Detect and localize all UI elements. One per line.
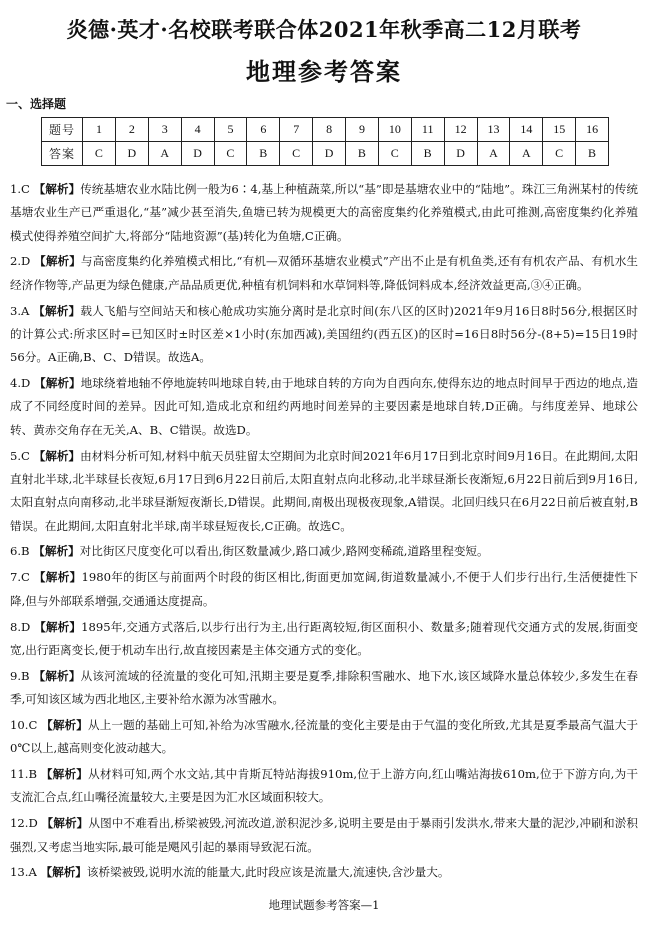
answer-cell: B: [247, 142, 280, 166]
explanation-item: [10, 812, 638, 859]
question-number-row: [42, 118, 609, 142]
explanation-item: [10, 372, 638, 442]
item-text: 1895年,交通方式落后,以步行出行为主,出行距离较短,街区面积小、数量多;随着现代交通方式的发展,街面变宽,出行距离变长,便于机动车出行,故直接因素是主体交通方式的变化。: [10, 619, 639, 657]
analysis-tag: 【解析】: [40, 767, 89, 782]
item-number: 4.D: [10, 376, 31, 391]
answer-cell: B: [576, 142, 609, 166]
question-number-cell: 7: [280, 118, 313, 142]
analysis-tag: 【解析】: [34, 376, 81, 391]
analysis-tag: 【解析】: [33, 448, 81, 463]
answer-cell: C: [214, 142, 247, 166]
question-number-cell: 2: [115, 118, 148, 142]
item-number: 3.A: [10, 303, 30, 318]
question-number-cell: 3: [148, 118, 181, 142]
answer-cell: C: [83, 142, 116, 166]
item-text: 载人飞船与空间站天和核心舱成功实施分离时是北京时间(东八区的区时)2021年9月16日8时56分,根据区时的计算公式:所求区时=已知区时±时区差×1小时(东加西减),美国纽约(西五区)的区时=16日8时56分-(8+5)=15日19时56分。A正确,B、C、D错误。故选A。: [10, 303, 639, 365]
explanation-item: [10, 616, 638, 663]
question-number-cell: 9: [346, 118, 379, 142]
question-number-cell: 11: [411, 118, 444, 142]
answer-cell: C: [280, 142, 313, 166]
answer-cell: D: [444, 142, 477, 166]
explanation-item: [10, 250, 638, 297]
item-number: 7.C: [10, 570, 30, 585]
analysis-tag: 【解析】: [33, 182, 81, 196]
page-footer: 地理试题参考答案—1: [268, 898, 380, 912]
answer-row: [42, 142, 609, 166]
item-text: 该桥梁被毁,说明水流的能量大,此时段应该是流量大,流速快,含沙量大。: [86, 865, 450, 880]
answer-cell: A: [510, 142, 543, 166]
explanation-item: [10, 714, 638, 761]
answer-cell: C: [378, 142, 411, 166]
question-number-cell: 15: [543, 118, 576, 142]
answer-cell: A: [477, 142, 510, 166]
analysis-tag: 【解析】: [40, 865, 87, 880]
question-number-cell: 12: [444, 118, 477, 142]
item-number: 11.B: [10, 767, 37, 782]
question-number-cell: 8: [313, 118, 346, 142]
explanation-item: [10, 540, 638, 563]
item-number: 6.B: [10, 544, 30, 559]
analysis-tag: 【解析】: [34, 619, 82, 634]
item-text: 对比街区尺度变化可以看出,街区数量减少,路口减少,路网变稀疏,道路里程变短。: [79, 544, 489, 559]
item-number: 8.D: [10, 619, 31, 634]
item-text: 从上一题的基础上可知,补给为冰雪融水,径流量的变化主要是由于气温的变化所致,尤其是夏季最高气温大于0℃以上,越高则变化波动越大。: [10, 717, 639, 756]
question-number-cell: 4: [181, 118, 214, 142]
explanation-item: [10, 861, 638, 884]
exam-title: 炎德·英才·名校联考联合体2021年秋季高二12月联考: [66, 17, 582, 42]
question-number-cell: 6: [247, 118, 280, 142]
analysis-tag: 【解析】: [33, 544, 80, 559]
answer-cell: C: [543, 142, 576, 166]
item-number: 9.B: [10, 668, 30, 683]
item-text: 地球绕着地轴不停地旋转叫地球自转,由于地球自转的方向为自西向东,使得东边的地点时间早于西边的地点,造成了不同经度时间的差异。因此可知,造成北京和纽约两地时间差异的主要因素是地球自转,D正确。与纬度差异、地球公转、黄赤交角存在无关,A、B、C错误。故选D。: [10, 376, 638, 437]
item-text: 1980年的街区与前面两个时段的街区相比,街面更加宽阔,街道数量减小,不便于人们步行出行,生活便捷性下降,但与外部联系增强,交通通达度提高。: [10, 570, 638, 608]
item-number: 1.C: [10, 182, 30, 196]
analysis-tag: 【解析】: [41, 816, 89, 831]
answer-cell: B: [411, 142, 444, 166]
item-number: 5.C: [10, 448, 30, 463]
item-text: 从材料可知,两个水文站,其中肯斯瓦特站海拔910m,位于上游方向,红山嘴站海拔610m,位于下游方向,为干支流汇合点,红山嘴径流量较大,主要是因为汇水区域面积较大。: [10, 767, 638, 805]
item-text: 由材料分析可知,材料中航天员驻留太空期间为北京时间2021年6月17日到北京时间9月16日。在此期间,太阳直射北半球,北半球昼长夜短,6月17日到6月22日前后,太阳直射点向北移动,北半球昼渐长夜渐短,6月22日前后到9月16日,太阳直射点向南移动,北半球昼渐短夜渐长,D错误。此期间,南极出现极夜现象,A错误。北回归线只在6月22日前后被直射,B错误。在此期间,太阳直射北半球,南半球昼短夜长,C正确。故选C。: [10, 448, 638, 533]
answer-key-title: 地理参考答案: [246, 58, 402, 86]
answer-cell: D: [313, 142, 346, 166]
question-number-cell: 1: [83, 118, 116, 142]
analysis-tag: 【解析】: [41, 717, 88, 732]
answer-cell: A: [148, 142, 181, 166]
item-number: 10.C: [10, 717, 38, 732]
answer-cell: D: [181, 142, 214, 166]
answer-cell: B: [346, 142, 379, 166]
analysis-tag: 【解析】: [34, 254, 81, 269]
item-text: 从图中不难看出,桥梁被毁,河流改道,淤积泥沙多,说明主要是由于暴雨引发洪水,带来大量的泥沙,冲刷和淤积强烈,又考虑当地实际,最可能是飓风引起的暴雨导致泥石流。: [10, 816, 638, 854]
question-number-cell: 10: [378, 118, 411, 142]
explanation-item: [10, 665, 638, 712]
explanation-list: [10, 178, 638, 887]
question-number-cell: 13: [477, 118, 510, 142]
explanation-item: [10, 763, 638, 810]
row-label-number: 题号: [42, 118, 83, 142]
answer-table: [41, 117, 609, 166]
analysis-tag: 【解析】: [33, 303, 81, 318]
question-number-cell: 5: [214, 118, 247, 142]
item-number: 13.A: [10, 865, 37, 880]
item-text: 从该河流域的径流量的变化可知,汛期主要是夏季,排除积雪融水、地下水,该区域降水量总体较少,多发生在春季,可知该区域为西北地区,主要补给水源为冰雪融水。: [10, 668, 638, 706]
explanation-item: [10, 300, 638, 370]
explanation-item: [10, 566, 638, 613]
item-text: 传统基塘农业水陆比例一般为6∶4,基上种植蔬菜,所以“基”即是基塘农业中的“陆地”。珠江三角洲某村的传统基塘农业生产已严重退化,“基”减少甚至消失,鱼塘已转为规模更大的高密度集约化养殖模式,由此可推测,高密度集约化养殖模式使得养殖空间扩大,将部分“陆地资源”(基)转化为鱼塘,C正确。: [10, 182, 638, 243]
explanation-item: [10, 445, 638, 538]
item-number: 12.D: [10, 816, 38, 831]
question-number-cell: 16: [576, 118, 609, 142]
item-number: 2.D: [10, 254, 31, 269]
analysis-tag: 【解析】: [33, 668, 81, 683]
analysis-tag: 【解析】: [33, 570, 82, 585]
question-number-cell: 14: [510, 118, 543, 142]
item-text: 与高密度集约化养殖模式相比,“有机—双循环基塘农业模式”产出不止是有机鱼类,还有有机农产品、有机水生经济作物等,产品更为绿色健康,产品品质更优,种植有机饲料和水草饲料等,降低饲料成本,经济效益更高,③④正确。: [10, 254, 638, 292]
explanation-item: [10, 178, 638, 248]
row-label-answer: 答案: [42, 142, 83, 166]
answer-cell: D: [115, 142, 148, 166]
section-heading: 一、选择题: [6, 97, 67, 111]
